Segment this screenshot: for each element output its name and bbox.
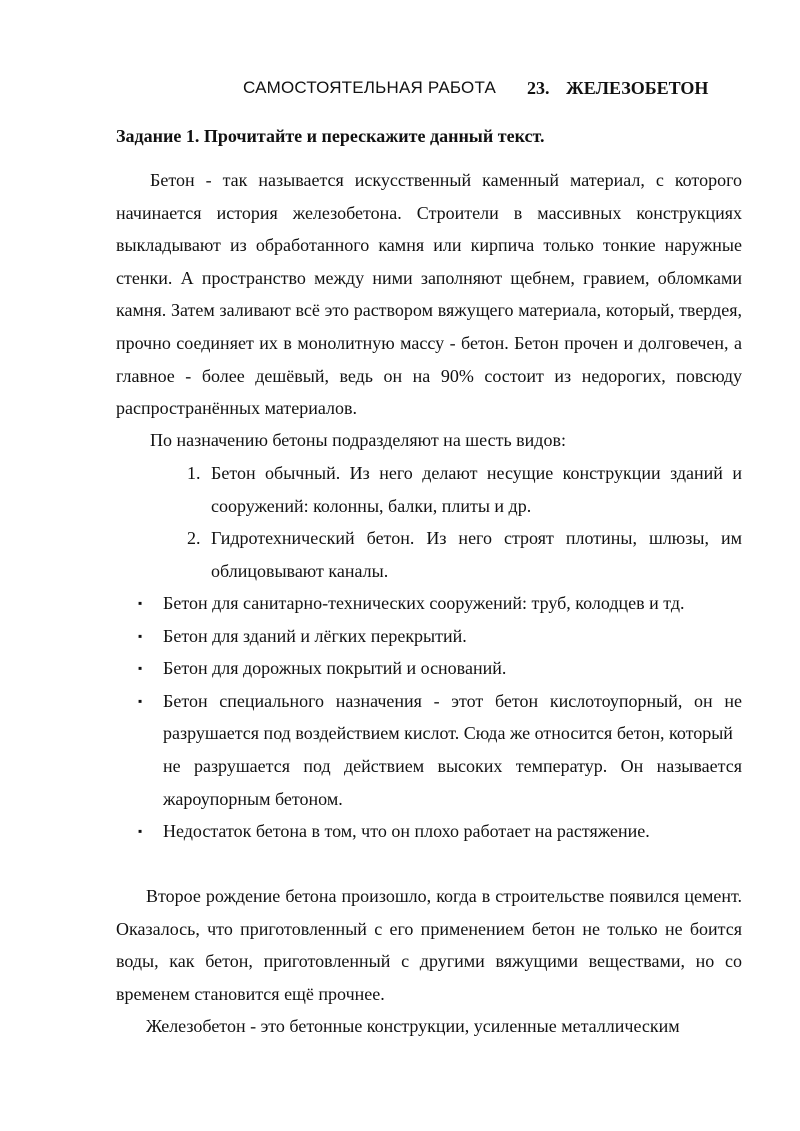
paragraph-reinforced: Железобетон - это бетонные конструкции, усиленные металлическим (146, 1016, 680, 1036)
title-topic: ЖЕЛЕЗОБЕТОН (566, 78, 709, 98)
title-number: 23. (527, 78, 550, 98)
paragraph-types: По назначению бетоны подразделяют на шесть видов: (150, 430, 566, 450)
paragraph-intro: Бетон - так называется искусственный каменный материал, с которого начинается история железобетона. Строители в массивных конструкциях выкладывают из обработанного камня или кирпича только тонкие наружные стенки. А пространство между ними заполняют щебнем, гравием, обломками камня. Затем заливают всё это раствором вяжущего материала, который, твердея, прочно соединяет их в монолитную массу - бетон. Бетон прочен и долговечен, а главное - более дешёвый, ведь он на 90% состоит из недорогих, повсюду распространённых материалов. (116, 170, 742, 419)
list-item-text: Гидротехнический бетон. Из него строят плотины, шлюзы, им облицовывают каналы. (211, 528, 742, 581)
bullet-icon: ▪ (138, 661, 143, 676)
list-item-continuation: не разрушается под действием высоких температур. Он называется жароупорным бетоном. (163, 755, 742, 809)
list-item (116, 587, 742, 620)
paragraph-cement: Второе рождение бетона произошло, когда в строительстве появился цемент. Оказалось, что приготовленный с его применением бетон не только не боится воды, как бетон, приготовленный с другими вяжущими веществами, но со временем становится ещё прочнее. (116, 886, 742, 1004)
list-item-text: Бетон для зданий и лёгких перекрытий. (163, 625, 467, 646)
list-item (116, 815, 742, 848)
list-item-text: Бетон для дорожных покрытий и оснований. (163, 658, 507, 679)
list-item-text: Бетон обычный. Из него делают несущие конструкции зданий и сооружений: колонны, балки, плиты и др. (211, 463, 742, 516)
list-item (116, 457, 742, 522)
list-number: 2. (187, 528, 201, 549)
bullet-list (116, 587, 742, 848)
list-item-text: Недостаток бетона в том, что он плохо работает на растяжение. (163, 821, 650, 842)
list-item (116, 522, 742, 587)
list-item (116, 620, 742, 653)
title-main: САМОСТОЯТЕЛЬНАЯ РАБОТА (243, 78, 497, 97)
list-item (116, 685, 742, 815)
list-item-text: Бетон для санитарно-технических сооружений: труб, колодцев и тд. (163, 593, 685, 613)
list-number: 1. (187, 463, 201, 483)
task-heading: Задание 1. Прочитайте и перескажите данный текст. (116, 126, 545, 146)
numbered-list (116, 457, 742, 587)
bullet-icon: ▪ (138, 693, 143, 708)
bullet-icon: ▪ (138, 596, 143, 610)
bullet-icon: ▪ (138, 628, 143, 643)
list-item (116, 652, 742, 685)
bullet-icon: ▪ (138, 824, 143, 839)
list-item-text: Бетон специального назначения - этот бетон кислотоупорный, он не разрушается под воздействием кислот. Сюда же относится бетон, который (163, 690, 742, 744)
